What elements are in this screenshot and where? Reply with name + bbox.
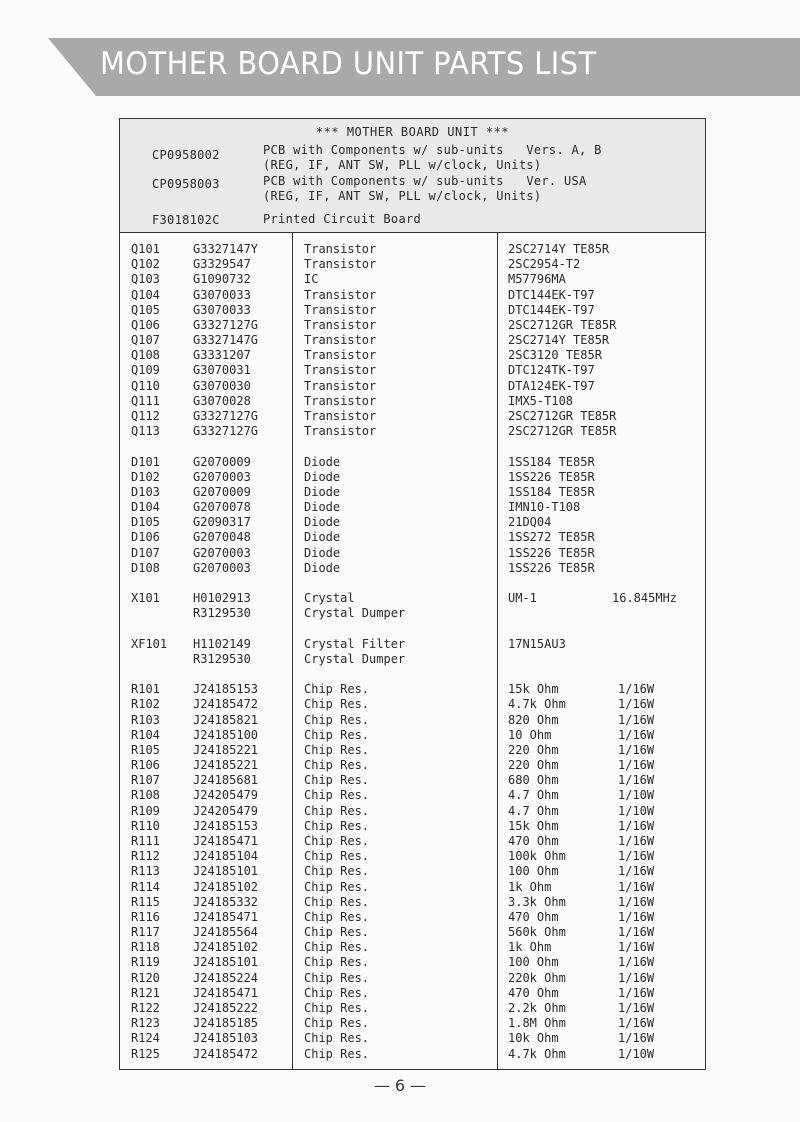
description: Transistor bbox=[304, 348, 377, 363]
table-row bbox=[120, 333, 705, 348]
table-row bbox=[120, 379, 705, 394]
description: Chip Res. bbox=[304, 788, 370, 803]
table-row bbox=[120, 485, 705, 500]
spacer-row bbox=[120, 439, 705, 454]
table-row bbox=[120, 819, 705, 834]
power-rating: 1/16W bbox=[618, 894, 655, 909]
description: Chip Res. bbox=[304, 985, 370, 1000]
table-row bbox=[120, 758, 705, 773]
description: Transistor bbox=[304, 408, 377, 423]
part-number: G3070031 bbox=[193, 363, 251, 378]
description: Chip Res. bbox=[304, 1016, 370, 1031]
part-number: J24185472 bbox=[193, 697, 259, 712]
part-number: G3327127G bbox=[193, 408, 259, 423]
part-number: G1090732 bbox=[193, 272, 251, 287]
part-number: R3129530 bbox=[193, 651, 251, 666]
power-rating: 1/16W bbox=[618, 970, 655, 985]
value: 17N15AU3 bbox=[508, 636, 566, 651]
part-number: J24185101 bbox=[193, 864, 259, 879]
table-row bbox=[120, 1016, 705, 1031]
part-number: J24185103 bbox=[193, 1031, 259, 1046]
part-number: J24185332 bbox=[193, 894, 259, 909]
ref-designator: X101 bbox=[131, 591, 160, 606]
ref-designator: D107 bbox=[131, 545, 160, 560]
header-description: Printed Circuit Board bbox=[263, 212, 422, 226]
part-number: J24205479 bbox=[193, 803, 259, 818]
ref-designator: Q102 bbox=[131, 257, 160, 272]
table-row bbox=[120, 363, 705, 378]
description: Diode bbox=[304, 469, 341, 484]
description: Chip Res. bbox=[304, 773, 370, 788]
table-row bbox=[120, 940, 705, 955]
value: 15k Ohm bbox=[508, 818, 559, 833]
value: 2SC3120 TE85R bbox=[508, 348, 602, 363]
description: Transistor bbox=[304, 333, 377, 348]
table-row bbox=[120, 500, 705, 515]
description: Diode bbox=[304, 530, 341, 545]
description: Crystal Filter bbox=[304, 636, 406, 651]
ref-designator: R110 bbox=[131, 818, 160, 833]
spacer-row bbox=[120, 667, 705, 682]
power-rating: 1/16W bbox=[618, 955, 655, 970]
power-rating: 1/16W bbox=[618, 758, 655, 773]
value: M57796MA bbox=[508, 272, 566, 287]
part-number: J24185564 bbox=[193, 925, 259, 940]
table-row bbox=[120, 652, 705, 667]
ref-designator: R115 bbox=[131, 894, 160, 909]
part-number: G3070033 bbox=[193, 287, 251, 302]
power-rating: 1/16W bbox=[618, 818, 655, 833]
part-number: J24185222 bbox=[193, 1001, 259, 1015]
part-number: J24185224 bbox=[193, 970, 259, 985]
description: Diode bbox=[304, 484, 341, 499]
ref-designator: D106 bbox=[131, 530, 160, 545]
page-title: MOTHER BOARD UNIT PARTS LIST bbox=[100, 46, 597, 82]
ref-designator: Q103 bbox=[131, 272, 160, 287]
description: Chip Res. bbox=[304, 864, 370, 879]
table-row bbox=[120, 849, 705, 864]
table-row bbox=[120, 895, 705, 910]
value: 4.7 Ohm bbox=[508, 788, 559, 803]
part-number: R3129530 bbox=[193, 606, 251, 621]
value: 2SC2712GR TE85R bbox=[508, 408, 617, 423]
table-row bbox=[120, 424, 705, 439]
ref-designator: R122 bbox=[131, 1001, 160, 1015]
value: DTC144EK-T97 bbox=[508, 287, 595, 302]
ref-designator: R118 bbox=[131, 940, 160, 955]
ref-designator: Q105 bbox=[131, 302, 160, 317]
value: 2SC2714Y TE85R bbox=[508, 333, 610, 348]
ref-designator: R109 bbox=[131, 803, 160, 818]
power-rating: 1/16W bbox=[618, 727, 655, 742]
ref-designator: R112 bbox=[131, 849, 160, 864]
description: Transistor bbox=[304, 393, 377, 408]
table-row bbox=[120, 530, 705, 545]
part-number: J24185102 bbox=[193, 879, 259, 894]
power-rating: 1/16W bbox=[618, 985, 655, 1000]
value: 21DQ04 bbox=[508, 515, 552, 530]
value: 4.7k Ohm bbox=[508, 1046, 566, 1061]
value: 1k Ohm bbox=[508, 879, 552, 894]
description: Transistor bbox=[304, 287, 377, 302]
table-row bbox=[120, 515, 705, 530]
part-number: J24185471 bbox=[193, 909, 259, 924]
value: 4.7 Ohm bbox=[508, 803, 559, 818]
description: Chip Res. bbox=[304, 818, 370, 833]
header-description: (REG, IF, ANT SW, PLL w/clock, Units) bbox=[263, 158, 542, 172]
part-number: J24185101 bbox=[193, 955, 259, 970]
unit-title: *** MOTHER BOARD UNIT *** bbox=[315, 125, 510, 139]
description: Chip Res. bbox=[304, 879, 370, 894]
value: 10 Ohm bbox=[508, 727, 552, 742]
description: Diode bbox=[304, 545, 341, 560]
value: 220k Ohm bbox=[508, 970, 566, 985]
value: 680 Ohm bbox=[508, 773, 559, 788]
table-row bbox=[120, 971, 705, 986]
value: 2SC2712GR TE85R bbox=[508, 317, 617, 332]
part-number: J24185221 bbox=[193, 742, 259, 757]
value: 1SS184 TE85R bbox=[508, 484, 595, 499]
header-part-number: CP0958003 bbox=[152, 177, 220, 191]
description: Crystal bbox=[304, 591, 355, 606]
part-number: J24185471 bbox=[193, 985, 259, 1000]
table-row bbox=[120, 682, 705, 697]
ref-designator: D103 bbox=[131, 484, 160, 499]
description: Crystal Dumper bbox=[304, 606, 406, 621]
description: Chip Res. bbox=[304, 682, 370, 697]
part-number: G3329547 bbox=[193, 257, 251, 272]
description: Chip Res. bbox=[304, 894, 370, 909]
description: Transistor bbox=[304, 363, 377, 378]
ref-designator: R107 bbox=[131, 773, 160, 788]
description: Chip Res. bbox=[304, 925, 370, 940]
value: 2SC2714Y TE85R bbox=[508, 242, 610, 256]
ref-designator: Q110 bbox=[131, 378, 160, 393]
ref-designator: R120 bbox=[131, 970, 160, 985]
table-row bbox=[120, 773, 705, 788]
ref-designator: Q108 bbox=[131, 348, 160, 363]
value: IMX5-T108 bbox=[508, 393, 574, 408]
ref-designator: D102 bbox=[131, 469, 160, 484]
value: 10k Ohm bbox=[508, 1031, 559, 1046]
ref-designator: R116 bbox=[131, 909, 160, 924]
part-number: G3331207 bbox=[193, 348, 251, 363]
power-rating: 1/16W bbox=[618, 697, 655, 712]
description: Chip Res. bbox=[304, 970, 370, 985]
part-number: H1102149 bbox=[193, 636, 251, 651]
table-row bbox=[120, 637, 705, 652]
ref-designator: R121 bbox=[131, 985, 160, 1000]
ref-designator: R113 bbox=[131, 864, 160, 879]
value: 100 Ohm bbox=[508, 955, 559, 970]
power-rating: 1/16W bbox=[618, 712, 655, 727]
part-number: G2070009 bbox=[193, 484, 251, 499]
table-row bbox=[120, 303, 705, 318]
part-number: G2070003 bbox=[193, 560, 251, 575]
power-rating: 1/16W bbox=[618, 1001, 655, 1015]
value: DTA124EK-T97 bbox=[508, 378, 595, 393]
ref-designator: R123 bbox=[131, 1016, 160, 1031]
value: UM-1 bbox=[508, 591, 537, 606]
value: 1.8M Ohm bbox=[508, 1016, 566, 1031]
part-number: G3327127G bbox=[193, 424, 259, 439]
description: Chip Res. bbox=[304, 697, 370, 712]
description: Chip Res. bbox=[304, 712, 370, 727]
value: 1SS226 TE85R bbox=[508, 560, 595, 575]
value: 470 Ohm bbox=[508, 985, 559, 1000]
spacer-row bbox=[120, 622, 705, 637]
value: 220 Ohm bbox=[508, 758, 559, 773]
ref-designator: R103 bbox=[131, 712, 160, 727]
table-row bbox=[120, 834, 705, 849]
value: 2SC2954-T2 bbox=[508, 257, 581, 272]
part-number: G2070003 bbox=[193, 545, 251, 560]
table-row bbox=[120, 955, 705, 970]
table-row bbox=[120, 606, 705, 621]
value: 1k Ohm bbox=[508, 940, 552, 955]
ref-designator: Q111 bbox=[131, 393, 160, 408]
ref-designator: Q106 bbox=[131, 317, 160, 332]
ref-designator: Q109 bbox=[131, 363, 160, 378]
power-rating: 1/16W bbox=[618, 834, 655, 849]
power-rating: 1/16W bbox=[618, 940, 655, 955]
description: Transistor bbox=[304, 424, 377, 439]
description: Diode bbox=[304, 454, 341, 469]
part-number: J24185681 bbox=[193, 773, 259, 788]
value: IMN10-T108 bbox=[508, 500, 581, 515]
power-rating: 1/16W bbox=[618, 909, 655, 924]
description: Chip Res. bbox=[304, 909, 370, 924]
header-description: (REG, IF, ANT SW, PLL w/clock, Units) bbox=[263, 189, 542, 203]
part-number: G3327147Y bbox=[193, 242, 259, 256]
part-number: G3327127G bbox=[193, 317, 259, 332]
value: 1SS226 TE85R bbox=[508, 545, 595, 560]
table-row bbox=[120, 546, 705, 561]
description: Diode bbox=[304, 560, 341, 575]
table-row bbox=[120, 242, 705, 257]
value: 220 Ohm bbox=[508, 742, 559, 757]
table-row bbox=[120, 288, 705, 303]
power-rating: 1/16W bbox=[618, 849, 655, 864]
ref-designator: R104 bbox=[131, 727, 160, 742]
unit-header bbox=[120, 119, 705, 233]
header-description: PCB with Components w/ sub-units Vers. A, B bbox=[263, 143, 602, 157]
table-row bbox=[120, 1031, 705, 1046]
part-number: J24205479 bbox=[193, 788, 259, 803]
value: 560k Ohm bbox=[508, 925, 566, 940]
ref-designator: R106 bbox=[131, 758, 160, 773]
table-row bbox=[120, 864, 705, 879]
description: Chip Res. bbox=[304, 727, 370, 742]
spacer-row bbox=[120, 576, 705, 591]
power-rating: 1/16W bbox=[618, 879, 655, 894]
value: 100k Ohm bbox=[508, 849, 566, 864]
table-row bbox=[120, 743, 705, 758]
ref-designator: R119 bbox=[131, 955, 160, 970]
description: Diode bbox=[304, 500, 341, 515]
table-row bbox=[120, 1001, 705, 1016]
table-row bbox=[120, 409, 705, 424]
value: 3.3k Ohm bbox=[508, 894, 566, 909]
ref-designator: R114 bbox=[131, 879, 160, 894]
header-part-number: CP0958002 bbox=[152, 148, 220, 162]
value: DTC124TK-T97 bbox=[508, 363, 595, 378]
part-number: G2070048 bbox=[193, 530, 251, 545]
table-row bbox=[120, 713, 705, 728]
part-number: J24185221 bbox=[193, 758, 259, 773]
description: Chip Res. bbox=[304, 742, 370, 757]
description: Transistor bbox=[304, 302, 377, 317]
table-row bbox=[120, 788, 705, 803]
table-row bbox=[120, 1047, 705, 1062]
value: 2SC2712GR TE85R bbox=[508, 424, 617, 439]
description: Transistor bbox=[304, 317, 377, 332]
table-row bbox=[120, 394, 705, 409]
part-number: G3070033 bbox=[193, 302, 251, 317]
frequency: 16.845MHz bbox=[612, 591, 678, 606]
part-number: G2070078 bbox=[193, 500, 251, 515]
table-row bbox=[120, 880, 705, 895]
value: 470 Ohm bbox=[508, 834, 559, 849]
table-row bbox=[120, 910, 705, 925]
description: Transistor bbox=[304, 257, 377, 272]
power-rating: 1/16W bbox=[618, 682, 655, 697]
table-row bbox=[120, 257, 705, 272]
power-rating: 1/10W bbox=[618, 788, 655, 803]
part-number: G3070028 bbox=[193, 393, 251, 408]
part-number: G2070003 bbox=[193, 469, 251, 484]
ref-designator: Q113 bbox=[131, 424, 160, 439]
description: Chip Res. bbox=[304, 1001, 370, 1015]
table-row bbox=[120, 561, 705, 576]
part-number: J24185153 bbox=[193, 682, 259, 697]
description: Chip Res. bbox=[304, 1046, 370, 1061]
table-row bbox=[120, 986, 705, 1001]
description: Chip Res. bbox=[304, 940, 370, 955]
value: 470 Ohm bbox=[508, 909, 559, 924]
table-row bbox=[120, 348, 705, 363]
part-number: J24185100 bbox=[193, 727, 259, 742]
table-row bbox=[120, 728, 705, 743]
ref-designator: R101 bbox=[131, 682, 160, 697]
power-rating: 1/16W bbox=[618, 1031, 655, 1046]
ref-designator: R125 bbox=[131, 1046, 160, 1061]
ref-designator: D105 bbox=[131, 515, 160, 530]
power-rating: 1/16W bbox=[618, 773, 655, 788]
power-rating: 1/16W bbox=[618, 864, 655, 879]
description: Chip Res. bbox=[304, 758, 370, 773]
part-number: H0102913 bbox=[193, 591, 251, 606]
table-row bbox=[120, 804, 705, 819]
part-number: G3327147G bbox=[193, 333, 259, 348]
ref-designator: R105 bbox=[131, 742, 160, 757]
table-row bbox=[120, 925, 705, 940]
part-number: J24185102 bbox=[193, 940, 259, 955]
ref-designator: R108 bbox=[131, 788, 160, 803]
value: 2.2k Ohm bbox=[508, 1001, 566, 1015]
description: Chip Res. bbox=[304, 803, 370, 818]
table-row bbox=[120, 470, 705, 485]
part-number: G3070030 bbox=[193, 378, 251, 393]
value: 100 Ohm bbox=[508, 864, 559, 879]
ref-designator: Q104 bbox=[131, 287, 160, 302]
power-rating: 1/10W bbox=[618, 803, 655, 818]
ref-designator: D104 bbox=[131, 500, 160, 515]
power-rating: 1/16W bbox=[618, 925, 655, 940]
power-rating: 1/10W bbox=[618, 1046, 655, 1061]
ref-designator: R102 bbox=[131, 697, 160, 712]
ref-designator: D101 bbox=[131, 454, 160, 469]
power-rating: 1/16W bbox=[618, 1016, 655, 1031]
part-number: G2090317 bbox=[193, 515, 251, 530]
part-number: J24185471 bbox=[193, 834, 259, 849]
value: 1SS272 TE85R bbox=[508, 530, 595, 545]
part-number: G2070009 bbox=[193, 454, 251, 469]
ref-designator: XF101 bbox=[131, 636, 168, 651]
table-row bbox=[120, 697, 705, 712]
header-description: PCB with Components w/ sub-units Ver. USA bbox=[263, 174, 587, 188]
ref-designator: Q101 bbox=[131, 242, 160, 256]
value: 15k Ohm bbox=[508, 682, 559, 697]
description: IC bbox=[304, 272, 319, 287]
table-row bbox=[120, 272, 705, 287]
value: 1SS226 TE85R bbox=[508, 469, 595, 484]
ref-designator: D108 bbox=[131, 560, 160, 575]
power-rating: 1/16W bbox=[618, 742, 655, 757]
description: Chip Res. bbox=[304, 834, 370, 849]
ref-designator: R111 bbox=[131, 834, 160, 849]
part-number: J24185153 bbox=[193, 818, 259, 833]
page-number: — 6 — bbox=[373, 1076, 427, 1095]
table-row bbox=[120, 318, 705, 333]
description: Transistor bbox=[304, 242, 377, 256]
description: Chip Res. bbox=[304, 1031, 370, 1046]
value: 1SS184 TE85R bbox=[508, 454, 595, 469]
part-number: J24185472 bbox=[193, 1046, 259, 1061]
ref-designator: Q112 bbox=[131, 408, 160, 423]
header-part-number: F3018102C bbox=[152, 213, 220, 227]
value: 820 Ohm bbox=[508, 712, 559, 727]
value: DTC144EK-T97 bbox=[508, 302, 595, 317]
ref-designator: R117 bbox=[131, 925, 160, 940]
description: Crystal Dumper bbox=[304, 651, 406, 666]
part-number: J24185185 bbox=[193, 1016, 259, 1031]
value: 4.7k Ohm bbox=[508, 697, 566, 712]
description: Diode bbox=[304, 515, 341, 530]
table-row bbox=[120, 591, 705, 606]
part-number: J24185104 bbox=[193, 849, 259, 864]
description: Chip Res. bbox=[304, 955, 370, 970]
parts-list-table bbox=[119, 118, 706, 1070]
description: Transistor bbox=[304, 378, 377, 393]
ref-designator: R124 bbox=[131, 1031, 160, 1046]
ref-designator: Q107 bbox=[131, 333, 160, 348]
table-row bbox=[120, 455, 705, 470]
part-number: J24185821 bbox=[193, 712, 259, 727]
description: Chip Res. bbox=[304, 849, 370, 864]
